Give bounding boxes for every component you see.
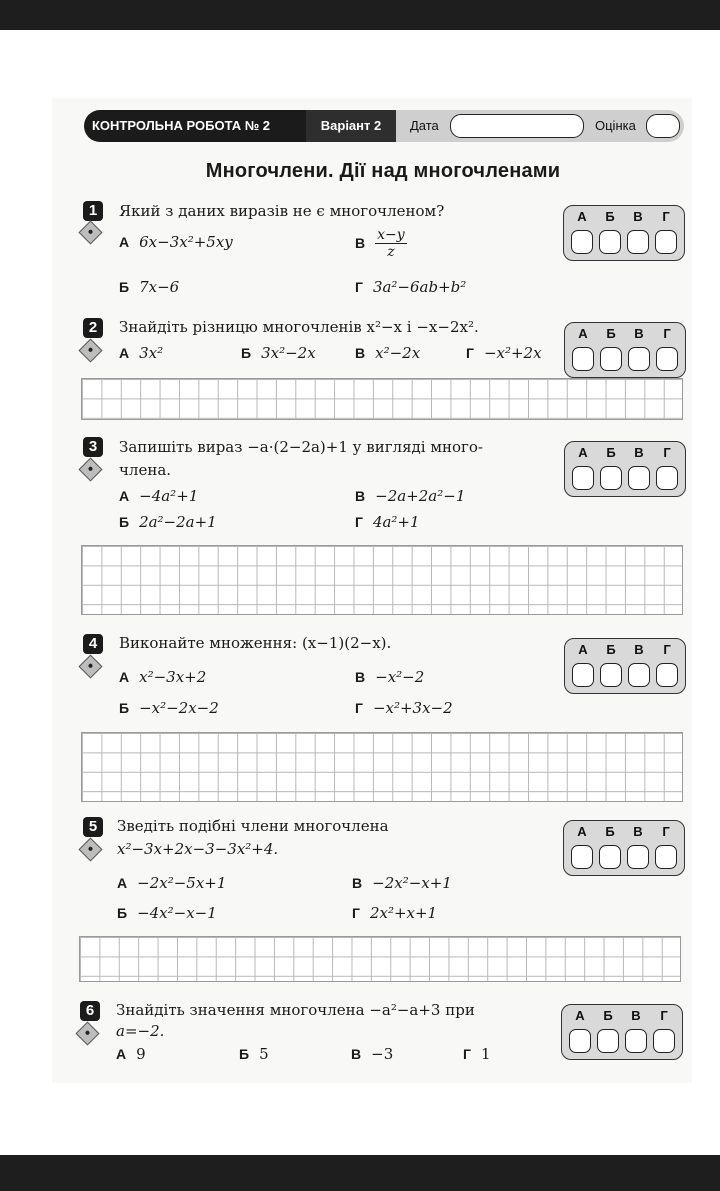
answer-box: А Б В Г (564, 441, 686, 497)
answer-cell-g[interactable] (653, 1029, 675, 1053)
answer-box: А Б В Г (563, 205, 685, 261)
work-title: КОНТРОЛЬНА РОБОТА № 2 (92, 118, 271, 133)
variant-label: Варіант 2 (306, 110, 396, 142)
task-number-badge: 6 (80, 1001, 100, 1021)
option-b[interactable]: Б 2a²−2a+1 (119, 513, 217, 531)
answer-cell-a[interactable] (572, 466, 594, 490)
answer-cell-g[interactable] (656, 466, 678, 490)
answer-cell-v[interactable] (628, 663, 650, 687)
option-b[interactable]: Б 7x−6 (119, 278, 180, 296)
fraction: $\frac{x-y}{z}$ (377, 227, 405, 260)
answer-cell-g[interactable] (655, 230, 677, 254)
task-number-badge: 3 (83, 437, 103, 457)
answer-box: А Б В Г (561, 1004, 683, 1060)
date-label: Дата (410, 118, 439, 133)
task-number-badge: 1 (83, 201, 103, 221)
answer-cell-b[interactable] (600, 663, 622, 687)
task-question: Запишіть вираз −a·(2−2a)+1 у вигляді много- (119, 438, 483, 456)
task-question: Знайдіть значення многочлена −a²−a+3 при (116, 1001, 475, 1019)
option-a[interactable]: А −4a²+1 (119, 487, 199, 505)
task-question-cont: x²−3x+2x−3−3x²+4. (117, 840, 279, 858)
option-v[interactable]: В $\frac{x-y}{z}$ (355, 227, 405, 260)
work-grid[interactable] (81, 732, 683, 802)
answer-cell-b[interactable] (599, 845, 621, 869)
answer-box: А Б В Г (564, 638, 686, 694)
task-question: Зведіть подібні члени многочлена (117, 817, 389, 835)
option-a[interactable]: А 9 (116, 1045, 146, 1063)
header-dark-section (84, 110, 396, 142)
option-a[interactable]: А 6x−3x²+5xy (119, 233, 233, 251)
option-b[interactable]: Б −x²−2x−2 (119, 699, 219, 717)
answer-cell-b[interactable] (600, 347, 622, 371)
task-number-badge: 5 (83, 817, 103, 837)
worksheet-header (84, 110, 684, 142)
option-b[interactable]: Б 3x²−2x (241, 344, 316, 362)
task-question: Який з даних виразів не є многочленом? (119, 202, 445, 220)
answer-cell-g[interactable] (656, 663, 678, 687)
answer-cell-a[interactable] (571, 845, 593, 869)
option-v[interactable]: В −2x²−x+1 (352, 874, 452, 892)
option-v[interactable]: В −3 (351, 1045, 394, 1063)
answer-box: А Б В Г (563, 820, 685, 876)
answer-cell-v[interactable] (628, 347, 650, 371)
bottom-dark-bar (0, 1155, 720, 1191)
work-grid[interactable] (81, 545, 683, 615)
answer-cell-v[interactable] (627, 230, 649, 254)
answer-cell-g[interactable] (656, 347, 678, 371)
option-v[interactable]: В −2a+2a²−1 (355, 487, 466, 505)
option-g[interactable]: Г 2x²+x+1 (352, 904, 438, 922)
answer-cell-v[interactable] (625, 1029, 647, 1053)
option-g[interactable]: Г 1 (463, 1045, 491, 1063)
answer-cell-b[interactable] (597, 1029, 619, 1053)
answer-cell-v[interactable] (627, 845, 649, 869)
task-question-cont: a=−2. (116, 1022, 165, 1040)
answer-cell-a[interactable] (571, 230, 593, 254)
option-g[interactable]: Г −x²+2x (466, 344, 542, 362)
top-dark-bar (0, 0, 720, 30)
option-g[interactable]: Г 3a²−6ab+b² (355, 278, 467, 296)
option-a[interactable]: А x²−3x+2 (119, 668, 207, 686)
answer-cell-a[interactable] (569, 1029, 591, 1053)
answer-cell-a[interactable] (572, 663, 594, 687)
work-grid[interactable] (81, 378, 683, 420)
grade-label: Оцінка (595, 118, 636, 133)
task-question: Виконайте множення: (x−1)(2−x). (119, 634, 392, 652)
option-a[interactable]: А 3x² (119, 344, 164, 362)
header-light-section (396, 110, 684, 142)
option-b[interactable]: Б −4x²−x−1 (117, 904, 217, 922)
task-number-badge: 4 (83, 634, 103, 654)
grade-field[interactable] (646, 114, 680, 138)
option-v[interactable]: В −x²−2 (355, 668, 425, 686)
answer-cell-a[interactable] (572, 347, 594, 371)
page-title: Многочлени. Дії над многочленами (205, 160, 561, 182)
answer-cell-v[interactable] (628, 466, 650, 490)
answer-box: А Б В Г (564, 322, 686, 378)
answer-cell-b[interactable] (600, 466, 622, 490)
work-grid[interactable] (79, 936, 681, 982)
task-question-cont: члена. (119, 461, 172, 479)
option-g[interactable]: Г 4a²+1 (355, 513, 420, 531)
task-number-badge: 2 (83, 318, 103, 338)
answer-cell-g[interactable] (655, 845, 677, 869)
option-g[interactable]: Г −x²+3x−2 (355, 699, 453, 717)
answer-cell-b[interactable] (599, 230, 621, 254)
option-v[interactable]: В x²−2x (355, 344, 421, 362)
date-field[interactable] (450, 114, 584, 138)
task-question: Знайдіть різницю многочленів x²−x і −x−2x². (119, 318, 479, 336)
option-b[interactable]: Б 5 (239, 1045, 269, 1063)
option-a[interactable]: А −2x²−5x+1 (117, 874, 227, 892)
